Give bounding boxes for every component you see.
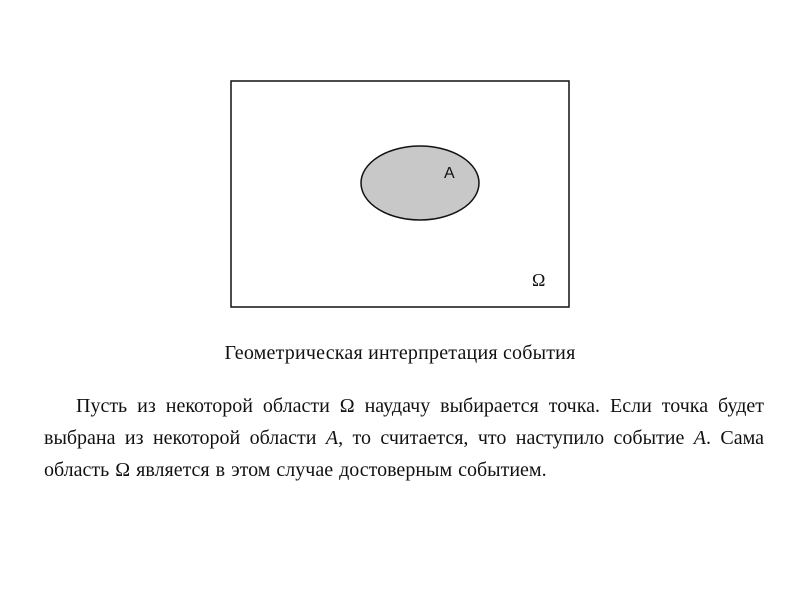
paragraph-region-a-first: A bbox=[325, 427, 339, 449]
venn-diagram bbox=[230, 80, 570, 308]
paragraph-text-part3: . Сама область Ω является в этом случае достоверным событием. bbox=[44, 427, 764, 481]
figure-caption: Геометрическая интерпретация события bbox=[224, 342, 576, 364]
event-a-label: A bbox=[444, 165, 455, 182]
event-a-ellipse bbox=[361, 146, 479, 220]
universe-omega-label: Ω bbox=[532, 270, 546, 290]
paragraph-text-part2: , то считается, что наступило событие bbox=[338, 427, 694, 449]
paragraph-region-a-second: A bbox=[693, 427, 706, 449]
paragraph-text-part1: Пусть из некоторой области Ω наудачу выбирается точка. Если точка будет выбрана из некоторой области bbox=[44, 395, 764, 449]
body-paragraph bbox=[44, 390, 764, 486]
